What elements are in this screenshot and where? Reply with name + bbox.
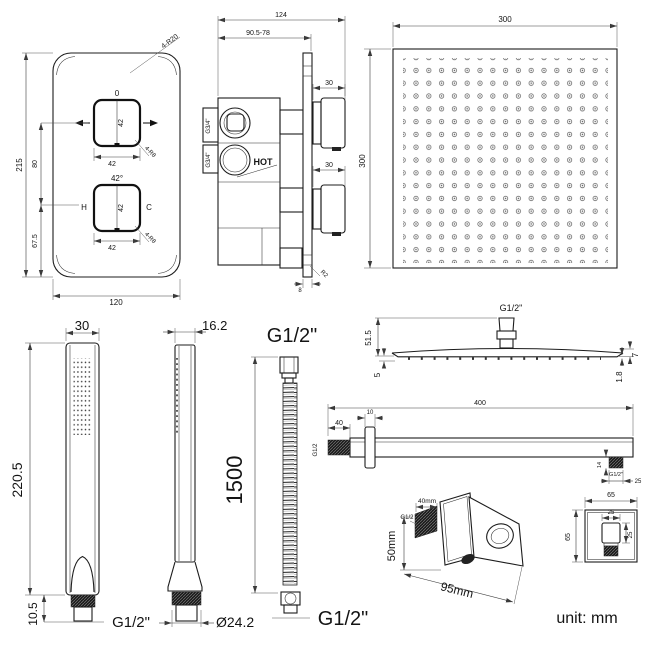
outlet-plate-thread [604, 546, 618, 556]
overhead-shower-top-view [358, 15, 617, 268]
dim-arm-outlet-height: 14 [597, 461, 603, 469]
dim-arm-wall-thread: G1/2 [313, 443, 319, 457]
dim-arm-outlet-thread: G1/2" [609, 472, 623, 478]
dim-valve-width: 120 [109, 298, 123, 307]
dim-bottom-knob-depth: 30 [325, 162, 333, 169]
dim-outlet-plate-width: 65 [607, 492, 615, 499]
elbow-thread [415, 506, 437, 538]
nozzle-grid [403, 58, 608, 263]
dim-top-knob-radius: 4-R8 [143, 145, 157, 160]
arm-flange [365, 427, 375, 468]
dim-top-knob-width: 42 [108, 161, 116, 168]
overhead-shower-side-view [364, 303, 640, 383]
dim-top-knob-height: 42 [118, 119, 125, 127]
dim-rim-height: 7 [631, 352, 640, 358]
dim-handset-connector-diameter: Ø24.2 [216, 614, 255, 630]
arm-wall-thread [328, 440, 350, 455]
dim-arm-thread-length: 40 [335, 420, 343, 427]
dim-outlet-boss-width: 25 [607, 510, 615, 516]
dim-top-knob-indicator: 0 [114, 89, 120, 98]
dim-nozzle-depth: 5 [373, 372, 382, 378]
valve-plate-edge [303, 53, 312, 277]
hose-corrugation [283, 383, 297, 585]
dim-arm-flange-depth: 10 [366, 410, 374, 416]
dim-bottom-knob-radius: 4-R8 [143, 231, 157, 246]
valve-side-view [203, 12, 345, 294]
dim-head-total-height: 51.5 [364, 330, 373, 346]
handset-side-thread [172, 592, 201, 605]
dim-hose-top-thread: G1/2" [266, 325, 318, 347]
dim-valve-corner-radius: 4-R20 [160, 33, 180, 51]
cold-indicator: C [146, 203, 152, 212]
dim-bottom-knob-width: 42 [108, 245, 116, 252]
dim-elbow-height: 50mm [386, 530, 398, 562]
valve-front-view [15, 33, 180, 307]
dim-hose-bottom-thread: G1/2" [317, 608, 369, 630]
arm-outlet-thread [609, 457, 623, 468]
dim-handset-depth: 16.2 [202, 318, 228, 333]
dim-knob-spacing: 80 [32, 160, 39, 168]
hot-side-label: HOT [253, 157, 273, 167]
dim-arm-length: 400 [474, 400, 486, 407]
dim-outlet-plate-height: 65 [565, 533, 572, 541]
dim-valve-height: 215 [15, 158, 24, 172]
dim-elbow-depth: 95mm [439, 579, 475, 601]
dim-elbow-thread-length: 40mm [417, 498, 437, 505]
dim-valve-depth: 124 [275, 12, 287, 19]
dim-plate-corner-radius: R2 [318, 269, 329, 280]
dim-handset-connector-thread: G1/2" [112, 614, 150, 631]
dim-bottom-inlet-thread: G3/4" [206, 152, 212, 168]
dim-handset-thread-length: 10.5 [26, 602, 40, 626]
dim-head-height: 300 [358, 154, 367, 168]
wall-outlet-plate-view [565, 492, 637, 562]
dim-edge-thickness: 1.8 [615, 371, 624, 383]
dim-top-knob-depth: 30 [325, 80, 333, 87]
dim-hose-length: 1500 [222, 455, 247, 505]
hot-indicator: H [81, 203, 87, 212]
handset-front-view [9, 318, 150, 631]
dim-top-inlet-thread: G3/4" [206, 118, 212, 134]
dim-bottom-knob-height: 42 [118, 204, 125, 212]
shower-arm-view [313, 400, 642, 485]
dim-bottom-knob-angle: 42° [110, 174, 124, 183]
dim-head-connector-thread: G1/2" [499, 303, 523, 313]
unit-label: unit: mm [556, 610, 618, 627]
dim-elbow-thread: G1/2 [400, 515, 414, 521]
hose-dimensions [222, 357, 278, 593]
dim-plate-thickness: 8 [298, 288, 302, 294]
dim-outlet-boss-height: 25 [628, 531, 634, 539]
overhead-side-dimensions [364, 318, 640, 383]
dim-head-width: 300 [498, 15, 512, 24]
dim-arm-outlet-length: 25 [634, 479, 642, 485]
wall-outlet-elbow-view [386, 493, 523, 604]
shower-hose-view [222, 325, 368, 630]
dim-wall-depth-range: 90.5-78 [246, 30, 270, 37]
handset-thread [71, 595, 95, 607]
handset-nozzle-grid [74, 358, 92, 435]
dim-handset-length: 220.5 [9, 462, 25, 498]
dim-lower-offset: 67.5 [32, 234, 39, 248]
dim-handset-width: 30 [74, 318, 90, 333]
